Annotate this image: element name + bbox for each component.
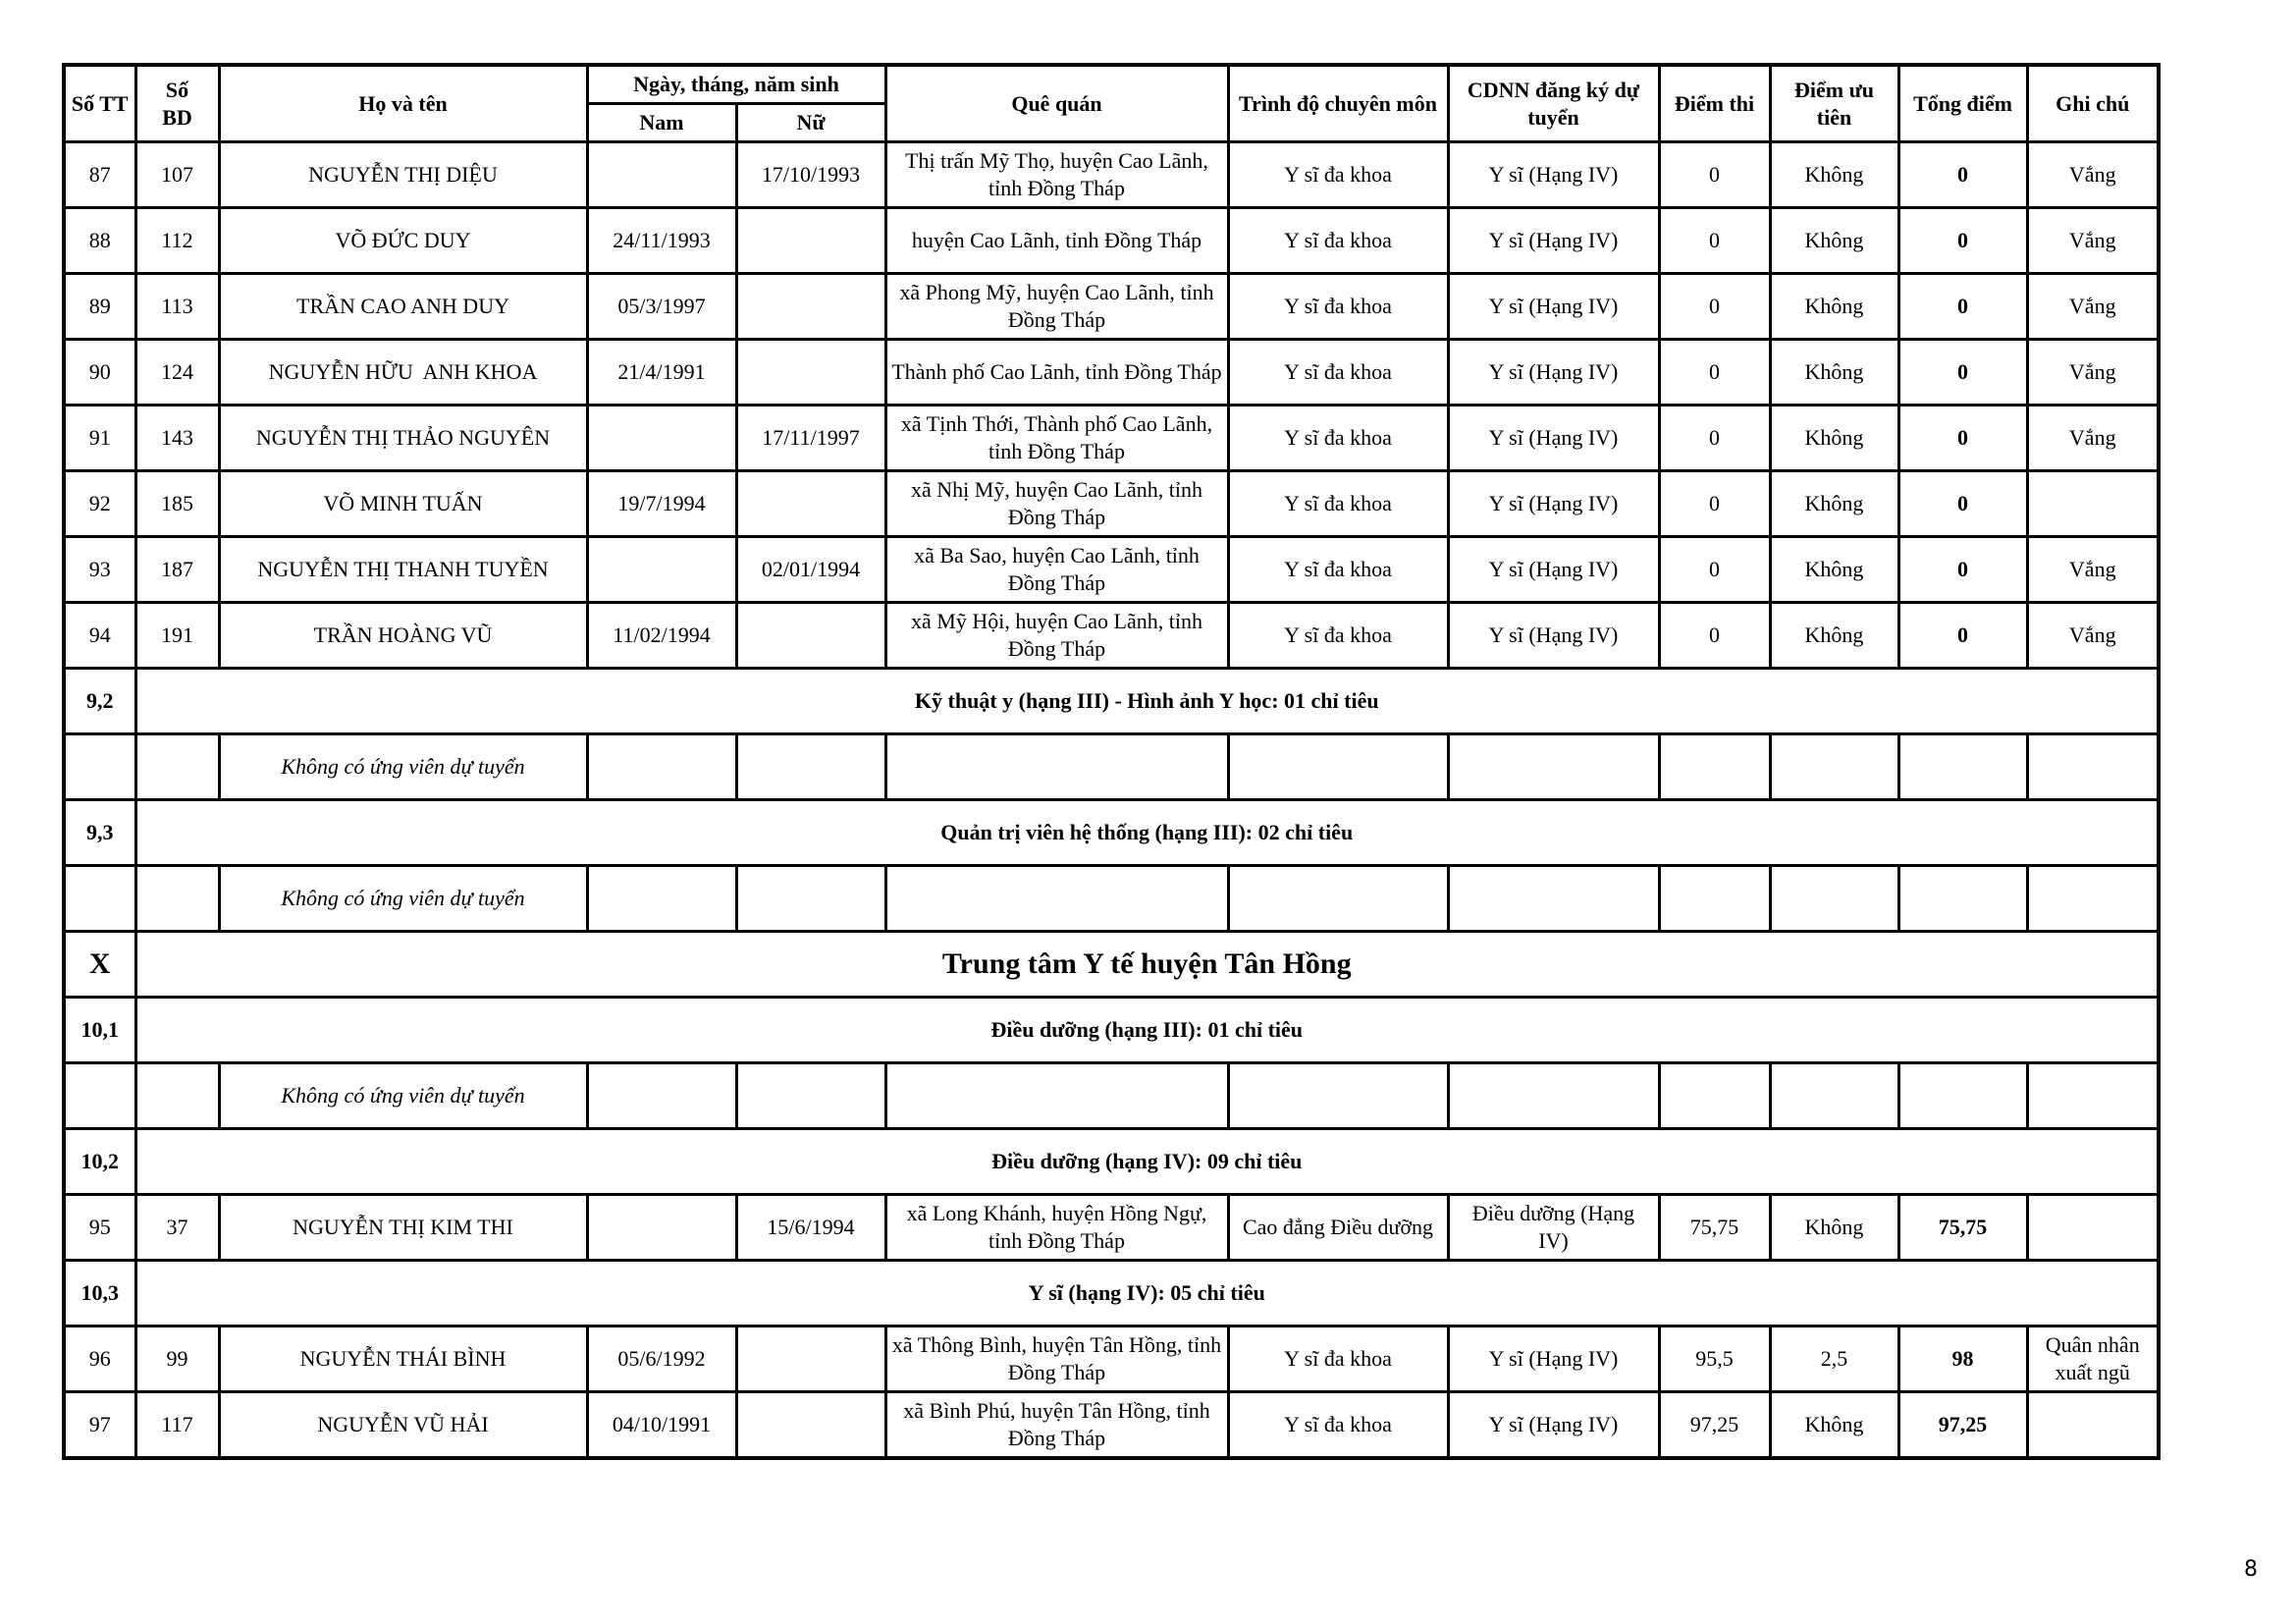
cell-total-score: 98 — [1898, 1326, 2027, 1392]
cell-sbd: 185 — [135, 471, 219, 537]
cell-total-score: 0 — [1898, 603, 2027, 669]
header-so-bd: Số BD — [135, 65, 219, 142]
cell-qualification: Cao đẳng Điều dưỡng — [1228, 1195, 1448, 1261]
cell-dob-male: 24/11/1993 — [587, 208, 736, 274]
cell-dob-female: 02/01/1994 — [736, 537, 885, 603]
cell-dob-male: 21/4/1991 — [587, 340, 736, 406]
cell-empty — [1659, 866, 1770, 932]
cell-sbd: 37 — [135, 1195, 219, 1261]
cell-note: Vắng — [2027, 142, 2159, 208]
cell-stt: 88 — [64, 208, 135, 274]
candidate-row — [64, 537, 2159, 603]
cell-total-score: 75,75 — [1898, 1195, 2027, 1261]
cell-note: Vắng — [2027, 603, 2159, 669]
cell-empty — [1228, 1063, 1448, 1129]
cell-stt: 96 — [64, 1326, 135, 1392]
cell-empty — [885, 1063, 1228, 1129]
cell-dob-female — [736, 471, 885, 537]
cell-qualification: Y sĩ đa khoa — [1228, 603, 1448, 669]
cell-note: Vắng — [2027, 537, 2159, 603]
cell-empty — [1448, 734, 1659, 800]
cell-empty — [1770, 1063, 1898, 1129]
section-number: 9,3 — [64, 800, 135, 866]
cell-empty — [885, 734, 1228, 800]
cell-dob-female: 15/6/1994 — [736, 1195, 885, 1261]
cell-note: Vắng — [2027, 208, 2159, 274]
cell-name: VÕ ĐỨC DUY — [219, 208, 587, 274]
cell-note — [2027, 1195, 2159, 1261]
cell-sbd — [135, 734, 219, 800]
cell-priority-score: Không — [1770, 537, 1898, 603]
section-number: 10,2 — [64, 1129, 135, 1195]
cell-stt: 94 — [64, 603, 135, 669]
cell-empty — [587, 866, 736, 932]
cell-cdnn: Y sĩ (Hạng IV) — [1448, 1326, 1659, 1392]
cell-empty — [1898, 1063, 2027, 1129]
cell-sbd: 143 — [135, 406, 219, 471]
cell-hometown: xã Tịnh Thới, Thành phố Cao Lãnh, tỉnh Đồng Tháp — [885, 406, 1228, 471]
no-candidate-note: Không có ứng viên dự tuyển — [219, 1063, 587, 1129]
header-so-tt: Số TT — [64, 65, 135, 142]
cell-total-score: 0 — [1898, 406, 2027, 471]
cell-priority-score: Không — [1770, 274, 1898, 340]
cell-hometown: xã Mỹ Hội, huyện Cao Lãnh, tỉnh Đồng Tháp — [885, 603, 1228, 669]
table-header — [64, 65, 2159, 142]
cell-sbd: 112 — [135, 208, 219, 274]
cell-cdnn: Y sĩ (Hạng IV) — [1448, 537, 1659, 603]
cell-stt: 90 — [64, 340, 135, 406]
cell-name: NGUYỄN VŨ HẢI — [219, 1392, 587, 1459]
cell-dob-female — [736, 1392, 885, 1459]
candidate-row — [64, 208, 2159, 274]
cell-stt — [64, 734, 135, 800]
cell-note: Vắng — [2027, 406, 2159, 471]
cell-dob-male — [587, 537, 736, 603]
cell-empty — [1659, 1063, 1770, 1129]
candidate-row — [64, 471, 2159, 537]
cell-dob-male — [587, 406, 736, 471]
cell-exam-score: 97,25 — [1659, 1392, 1770, 1459]
cell-empty — [1228, 866, 1448, 932]
cell-priority-score: Không — [1770, 142, 1898, 208]
cell-stt: 87 — [64, 142, 135, 208]
cell-stt: 89 — [64, 274, 135, 340]
cell-cdnn: Y sĩ (Hạng IV) — [1448, 142, 1659, 208]
cell-cdnn: Y sĩ (Hạng IV) — [1448, 208, 1659, 274]
cell-priority-score: Không — [1770, 1195, 1898, 1261]
candidate-row — [64, 274, 2159, 340]
cell-exam-score: 0 — [1659, 340, 1770, 406]
cell-qualification: Y sĩ đa khoa — [1228, 406, 1448, 471]
section-number: X — [64, 932, 135, 998]
cell-empty — [587, 734, 736, 800]
cell-exam-score: 0 — [1659, 142, 1770, 208]
cell-cdnn: Y sĩ (Hạng IV) — [1448, 471, 1659, 537]
cell-empty — [1228, 734, 1448, 800]
candidate-row — [64, 1195, 2159, 1261]
cell-note — [2027, 471, 2159, 537]
section-title: Y sĩ (hạng IV): 05 chỉ tiêu — [135, 1261, 2159, 1326]
cell-hometown: xã Nhị Mỹ, huyện Cao Lãnh, tỉnh Đồng Tháp — [885, 471, 1228, 537]
section-title: Điều dưỡng (hạng IV): 09 chỉ tiêu — [135, 1129, 2159, 1195]
cell-exam-score: 0 — [1659, 274, 1770, 340]
cell-stt: 97 — [64, 1392, 135, 1459]
cell-qualification: Y sĩ đa khoa — [1228, 1392, 1448, 1459]
cell-dob-female — [736, 274, 885, 340]
cell-name: NGUYỄN THỊ THẢO NGUYÊN — [219, 406, 587, 471]
header-que-quan: Quê quán — [885, 65, 1228, 142]
cell-stt: 93 — [64, 537, 135, 603]
cell-hometown: xã Long Khánh, huyện Hồng Ngự, tỉnh Đồng Tháp — [885, 1195, 1228, 1261]
candidate-row — [64, 142, 2159, 208]
cell-total-score: 0 — [1898, 471, 2027, 537]
cell-empty — [1898, 866, 2027, 932]
header-ho-ten: Họ và tên — [219, 65, 587, 142]
candidate-row — [64, 340, 2159, 406]
cell-priority-score: Không — [1770, 1392, 1898, 1459]
cell-dob-female: 17/10/1993 — [736, 142, 885, 208]
cell-empty — [2027, 1063, 2159, 1129]
cell-stt — [64, 866, 135, 932]
section-heading-row — [64, 1129, 2159, 1195]
cell-dob-male — [587, 142, 736, 208]
section-number: 9,2 — [64, 669, 135, 734]
cell-empty — [885, 866, 1228, 932]
cell-stt — [64, 1063, 135, 1129]
header-cdnn: CDNN đăng ký dự tuyển — [1448, 65, 1659, 142]
cell-total-score: 0 — [1898, 537, 2027, 603]
cell-sbd: 117 — [135, 1392, 219, 1459]
cell-stt: 92 — [64, 471, 135, 537]
cell-empty — [587, 1063, 736, 1129]
cell-priority-score: Không — [1770, 603, 1898, 669]
cell-sbd — [135, 866, 219, 932]
section-heading-row — [64, 998, 2159, 1063]
cell-cdnn: Y sĩ (Hạng IV) — [1448, 274, 1659, 340]
cell-hometown: xã Ba Sao, huyện Cao Lãnh, tỉnh Đồng Tháp — [885, 537, 1228, 603]
cell-empty — [2027, 866, 2159, 932]
cell-cdnn: Y sĩ (Hạng IV) — [1448, 340, 1659, 406]
cell-sbd — [135, 1063, 219, 1129]
cell-exam-score: 0 — [1659, 537, 1770, 603]
table-body — [64, 142, 2159, 1459]
header-trinh-do: Trình độ chuyên môn — [1228, 65, 1448, 142]
cell-priority-score: Không — [1770, 340, 1898, 406]
cell-qualification: Y sĩ đa khoa — [1228, 471, 1448, 537]
cell-hometown: Thành phố Cao Lãnh, tỉnh Đồng Tháp — [885, 340, 1228, 406]
cell-hometown: xã Bình Phú, huyện Tân Hồng, tỉnh Đồng Tháp — [885, 1392, 1228, 1459]
header-ngay-sinh: Ngày, tháng, năm sinh — [587, 65, 885, 104]
cell-exam-score: 75,75 — [1659, 1195, 1770, 1261]
cell-empty — [1659, 734, 1770, 800]
cell-dob-male: 05/3/1997 — [587, 274, 736, 340]
cell-name: NGUYỄN THỊ DIỆU — [219, 142, 587, 208]
cell-total-score: 0 — [1898, 142, 2027, 208]
cell-hometown: xã Phong Mỹ, huyện Cao Lãnh, tỉnh Đồng Tháp — [885, 274, 1228, 340]
cell-dob-male: 04/10/1991 — [587, 1392, 736, 1459]
section-number: 10,1 — [64, 998, 135, 1063]
cell-name: VÕ MINH TUẤN — [219, 471, 587, 537]
no-candidate-row — [64, 1063, 2159, 1129]
header-nu: Nữ — [736, 104, 885, 142]
cell-empty — [1448, 866, 1659, 932]
cell-empty — [736, 1063, 885, 1129]
section-title: Trung tâm Y tế huyện Tân Hồng — [135, 932, 2159, 998]
cell-dob-male: 19/7/1994 — [587, 471, 736, 537]
cell-empty — [1770, 866, 1898, 932]
cell-total-score: 0 — [1898, 274, 2027, 340]
section-title: Kỹ thuật y (hạng III) - Hình ảnh Y học: 01 chỉ tiêu — [135, 669, 2159, 734]
cell-name: NGUYỄN HỮU ANH KHOA — [219, 340, 587, 406]
candidate-row — [64, 603, 2159, 669]
cell-sbd: 187 — [135, 537, 219, 603]
no-candidate-row — [64, 734, 2159, 800]
cell-dob-male: 11/02/1994 — [587, 603, 736, 669]
cell-sbd: 99 — [135, 1326, 219, 1392]
no-candidate-note: Không có ứng viên dự tuyển — [219, 734, 587, 800]
cell-total-score: 0 — [1898, 208, 2027, 274]
cell-total-score: 0 — [1898, 340, 2027, 406]
cell-priority-score: 2,5 — [1770, 1326, 1898, 1392]
cell-empty — [736, 866, 885, 932]
section-heading-row — [64, 800, 2159, 866]
cell-empty — [1770, 734, 1898, 800]
cell-name: TRẦN HOÀNG VŨ — [219, 603, 587, 669]
cell-priority-score: Không — [1770, 406, 1898, 471]
page-number: 8 — [2244, 1557, 2258, 1582]
cell-empty — [736, 734, 885, 800]
cell-exam-score: 95,5 — [1659, 1326, 1770, 1392]
cell-name: NGUYỄN THÁI BÌNH — [219, 1326, 587, 1392]
cell-dob-female: 17/11/1997 — [736, 406, 885, 471]
cell-hometown: Thị trấn Mỹ Thọ, huyện Cao Lãnh, tỉnh Đồng Tháp — [885, 142, 1228, 208]
cell-priority-score: Không — [1770, 208, 1898, 274]
cell-name: TRẦN CAO ANH DUY — [219, 274, 587, 340]
cell-exam-score: 0 — [1659, 208, 1770, 274]
section-title: Quản trị viên hệ thống (hạng III): 02 chỉ tiêu — [135, 800, 2159, 866]
results-table — [62, 63, 2161, 1460]
no-candidate-row — [64, 866, 2159, 932]
cell-qualification: Y sĩ đa khoa — [1228, 1326, 1448, 1392]
cell-dob-female — [736, 603, 885, 669]
cell-qualification: Y sĩ đa khoa — [1228, 208, 1448, 274]
cell-cdnn: Điều dưỡng (Hạng IV) — [1448, 1195, 1659, 1261]
cell-qualification: Y sĩ đa khoa — [1228, 537, 1448, 603]
cell-sbd: 191 — [135, 603, 219, 669]
header-ghi-chu: Ghi chú — [2027, 65, 2159, 142]
cell-note: Vắng — [2027, 274, 2159, 340]
header-diem-thi: Điểm thi — [1659, 65, 1770, 142]
header-diem-uu-tien: Điểm ưu tiên — [1770, 65, 1898, 142]
cell-stt: 91 — [64, 406, 135, 471]
cell-hometown: huyện Cao Lãnh, tỉnh Đồng Tháp — [885, 208, 1228, 274]
cell-empty — [2027, 734, 2159, 800]
cell-dob-female — [736, 208, 885, 274]
candidate-row — [64, 406, 2159, 471]
cell-qualification: Y sĩ đa khoa — [1228, 340, 1448, 406]
cell-qualification: Y sĩ đa khoa — [1228, 142, 1448, 208]
header-tong-diem: Tổng điểm — [1898, 65, 2027, 142]
cell-exam-score: 0 — [1659, 406, 1770, 471]
cell-dob-female — [736, 340, 885, 406]
cell-dob-male: 05/6/1992 — [587, 1326, 736, 1392]
section-heading-row — [64, 1261, 2159, 1326]
cell-priority-score: Không — [1770, 471, 1898, 537]
cell-name: NGUYỄN THỊ KIM THI — [219, 1195, 587, 1261]
cell-cdnn: Y sĩ (Hạng IV) — [1448, 406, 1659, 471]
cell-sbd: 124 — [135, 340, 219, 406]
cell-cdnn: Y sĩ (Hạng IV) — [1448, 603, 1659, 669]
unit-heading-row — [64, 932, 2159, 998]
section-number: 10,3 — [64, 1261, 135, 1326]
cell-sbd: 113 — [135, 274, 219, 340]
no-candidate-note: Không có ứng viên dự tuyển — [219, 866, 587, 932]
section-title: Điều dưỡng (hạng III): 01 chỉ tiêu — [135, 998, 2159, 1063]
candidate-row — [64, 1326, 2159, 1392]
cell-empty — [1898, 734, 2027, 800]
cell-sbd: 107 — [135, 142, 219, 208]
cell-empty — [1448, 1063, 1659, 1129]
cell-note — [2027, 1392, 2159, 1459]
header-nam: Nam — [587, 104, 736, 142]
cell-exam-score: 0 — [1659, 471, 1770, 537]
cell-dob-male — [587, 1195, 736, 1261]
cell-note: Quân nhân xuất ngũ — [2027, 1326, 2159, 1392]
cell-dob-female — [736, 1326, 885, 1392]
cell-qualification: Y sĩ đa khoa — [1228, 274, 1448, 340]
cell-stt: 95 — [64, 1195, 135, 1261]
cell-hometown: xã Thông Bình, huyện Tân Hồng, tỉnh Đồng Tháp — [885, 1326, 1228, 1392]
section-heading-row — [64, 669, 2159, 734]
cell-exam-score: 0 — [1659, 603, 1770, 669]
cell-total-score: 97,25 — [1898, 1392, 2027, 1459]
cell-name: NGUYỄN THỊ THANH TUYỀN — [219, 537, 587, 603]
candidate-row — [64, 1392, 2159, 1459]
cell-note: Vắng — [2027, 340, 2159, 406]
cell-cdnn: Y sĩ (Hạng IV) — [1448, 1392, 1659, 1459]
